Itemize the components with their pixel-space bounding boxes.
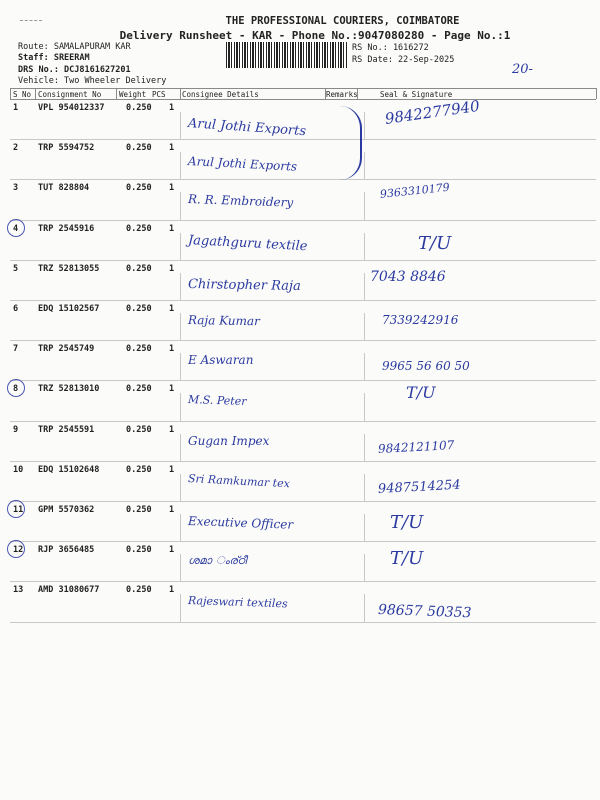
- header-bottom-border: [10, 99, 596, 100]
- row-sno: 10: [13, 464, 24, 475]
- row-divider: [10, 421, 596, 422]
- row-signature-handwritten: 9965 56 60 50: [382, 359, 470, 374]
- row-weight: 0.250: [126, 344, 152, 355]
- rs-number: RS No.: 1616272: [352, 43, 429, 53]
- row-consignee-handwritten: R. R. Embroidery: [187, 192, 294, 211]
- row-signature-handwritten: T/U: [390, 512, 424, 533]
- row-weight: 0.250: [126, 464, 152, 475]
- row-sno: 9: [13, 424, 19, 435]
- cell-divider: [364, 393, 365, 421]
- cell-divider: [364, 152, 365, 180]
- row-consignment-no: TRP 2545916: [38, 223, 95, 234]
- row-pcs: 1: [169, 223, 175, 234]
- header-divider: [180, 88, 181, 99]
- row-signature-handwritten: T/U: [418, 232, 452, 254]
- row-signature-handwritten: 9842121107: [377, 437, 455, 456]
- row-sno: 13: [13, 585, 24, 596]
- cell-divider: [180, 393, 181, 421]
- row-pcs: 1: [169, 143, 175, 154]
- cell-divider: [180, 313, 181, 341]
- row-signature-handwritten: 98657 50353: [377, 602, 472, 622]
- row-sno: 4: [13, 223, 19, 234]
- row-sno: 8: [13, 384, 19, 395]
- cell-divider: [364, 554, 365, 582]
- row-consignee-handwritten: Arul Jothi Exports: [187, 116, 307, 140]
- row-pcs: 1: [169, 384, 175, 395]
- row-pcs: 1: [169, 304, 175, 314]
- row-consignee-handwritten: M.S. Peter: [187, 393, 247, 409]
- row-consignment-no: TRZ 52813010: [38, 384, 100, 395]
- cell-divider: [364, 192, 365, 220]
- row-signature-handwritten: T/U: [406, 383, 436, 403]
- cell-divider: [364, 313, 365, 341]
- cell-divider: [180, 112, 181, 140]
- cell-divider: [180, 353, 181, 381]
- row-divider: [10, 501, 596, 502]
- row-consignee-handwritten: Arul Jothi Exports: [187, 154, 298, 174]
- header-divider: [116, 88, 117, 99]
- row-signature-handwritten: 9487514254: [377, 477, 461, 497]
- col-header-pcs: PCS: [152, 90, 166, 99]
- row-consignee-handwritten: Rajeswari textiles: [187, 594, 288, 611]
- row-weight: 0.250: [126, 384, 152, 395]
- row-divider: [10, 139, 596, 140]
- row-consignee-handwritten: Gugan Impex: [188, 433, 270, 448]
- row-sno: 7: [13, 344, 19, 355]
- row-sno: 1: [13, 103, 19, 113]
- row-circle-mark: [7, 540, 25, 558]
- runsheet-title: Delivery Runsheet - KAR - Phone No.:9047080280 - Page No.:1: [119, 29, 511, 42]
- drs-number: DRS No.: DCJ8161627201: [18, 65, 131, 75]
- row-pcs: 1: [169, 263, 175, 274]
- staff-label: Staff: SREERAM: [18, 53, 90, 63]
- row-sno: 6: [13, 304, 19, 314]
- header-divider: [10, 88, 11, 99]
- row-consignment-no: TRP 2545591: [38, 424, 95, 435]
- row-weight: 0.250: [126, 223, 152, 234]
- row-pcs: 1: [169, 585, 175, 596]
- row-circle-mark: [7, 500, 25, 518]
- col-header-sno: S No: [13, 90, 32, 99]
- cell-divider: [180, 514, 181, 542]
- row-signature-handwritten: 7043 8846: [370, 268, 446, 285]
- cell-divider: [180, 474, 181, 502]
- row-signature-handwritten: 9842277940: [383, 96, 481, 128]
- row-consignee-handwritten: Sri Ramkumar tex: [187, 471, 291, 491]
- row-weight: 0.250: [126, 585, 152, 596]
- header-divider: [35, 88, 36, 99]
- row-pcs: 1: [169, 344, 175, 355]
- col-header-consignee: Consignee Details: [182, 90, 259, 99]
- scan-mark: [20, 12, 42, 21]
- row-sno: 11: [13, 505, 24, 515]
- cell-divider: [364, 273, 365, 301]
- cell-divider: [364, 474, 365, 502]
- row-weight: 0.250: [126, 424, 152, 435]
- row-consignee-handwritten: E Aswaran: [188, 353, 254, 368]
- row-consignment-no: EDQ 15102567: [38, 304, 100, 314]
- cell-divider: [364, 233, 365, 261]
- row-consignment-no: TRP 2545749: [38, 344, 95, 355]
- row-circle-mark: [7, 379, 25, 397]
- row-sno: 5: [13, 263, 19, 274]
- header-divider: [596, 88, 597, 99]
- vehicle-label: Vehicle: Two Wheeler Delivery: [18, 76, 167, 86]
- row-pcs: 1: [169, 103, 175, 113]
- cell-divider: [180, 152, 181, 180]
- row-signature-handwritten: 9363310179: [379, 181, 451, 202]
- row-consignee-handwritten: Chirstopher Raja: [187, 276, 301, 294]
- row-signature-handwritten: 7339242916: [382, 313, 459, 327]
- brace-mark: [340, 106, 362, 180]
- col-header-remarks: Remarks: [326, 90, 358, 99]
- handwritten-note: 20-: [512, 62, 533, 77]
- row-consignment-no: VPL 954012337: [38, 103, 105, 113]
- row-consignment-no: AMD 31080677: [38, 585, 100, 596]
- table-top-border: [10, 88, 596, 89]
- row-consignment-no: EDQ 15102648: [38, 464, 100, 475]
- row-pcs: 1: [169, 464, 175, 475]
- row-consignment-no: TRZ 52813055: [38, 263, 100, 274]
- cell-divider: [180, 434, 181, 462]
- row-weight: 0.250: [126, 263, 152, 274]
- row-divider: [10, 622, 596, 623]
- rs-date: RS Date: 22-Sep-2025: [352, 55, 455, 65]
- row-weight: 0.250: [126, 304, 152, 314]
- row-divider: [10, 340, 596, 341]
- row-sno: 12: [13, 545, 24, 556]
- cell-divider: [364, 112, 365, 140]
- row-sno: 3: [13, 183, 19, 194]
- row-weight: 0.250: [126, 103, 152, 113]
- row-pcs: 1: [169, 424, 175, 435]
- barcode: [226, 42, 348, 68]
- row-divider: [10, 179, 596, 180]
- row-pcs: 1: [169, 545, 175, 556]
- row-weight: 0.250: [126, 143, 152, 154]
- cell-divider: [364, 514, 365, 542]
- row-divider: [10, 380, 596, 381]
- row-divider: [10, 581, 596, 582]
- row-divider: [10, 541, 596, 542]
- row-circle-mark: [7, 219, 25, 237]
- col-header-weight: Weight: [119, 90, 147, 99]
- row-sno: 2: [13, 143, 19, 154]
- row-consignment-no: GPM 5570362: [38, 505, 95, 515]
- cell-divider: [364, 353, 365, 381]
- row-pcs: 1: [169, 505, 175, 515]
- cell-divider: [364, 434, 365, 462]
- cell-divider: [180, 233, 181, 261]
- cell-divider: [180, 273, 181, 301]
- row-divider: [10, 461, 596, 462]
- row-consignee-handwritten: ശമാ ംര്ഠീ: [188, 554, 247, 568]
- row-weight: 0.250: [126, 183, 152, 194]
- row-divider: [10, 260, 596, 261]
- row-pcs: 1: [169, 183, 175, 194]
- col-header-signature: Seal & Signature: [380, 90, 453, 99]
- row-consignment-no: TRP 5594752: [38, 143, 95, 154]
- col-header-consignment: Consignment No: [38, 90, 102, 99]
- row-consignment-no: TUT 828804: [38, 183, 90, 194]
- cell-divider: [180, 594, 181, 622]
- row-divider: [10, 220, 596, 221]
- row-consignee-handwritten: Jagathguru textile: [187, 232, 308, 254]
- row-consignee-handwritten: Raja Kumar: [187, 313, 260, 329]
- row-consignment-no: RJP 3656485: [38, 545, 95, 556]
- row-weight: 0.250: [126, 545, 152, 556]
- row-consignee-handwritten: Executive Officer: [187, 514, 294, 532]
- row-weight: 0.250: [126, 505, 152, 515]
- route-label: Route: SAMALAPURAM KAR: [18, 42, 131, 52]
- row-signature-handwritten: T/U: [390, 548, 424, 570]
- cell-divider: [364, 594, 365, 622]
- cell-divider: [180, 554, 181, 582]
- row-divider: [10, 300, 596, 301]
- company-name: THE PROFESSIONAL COURIERS, COIMBATORE: [225, 15, 460, 27]
- cell-divider: [180, 192, 181, 220]
